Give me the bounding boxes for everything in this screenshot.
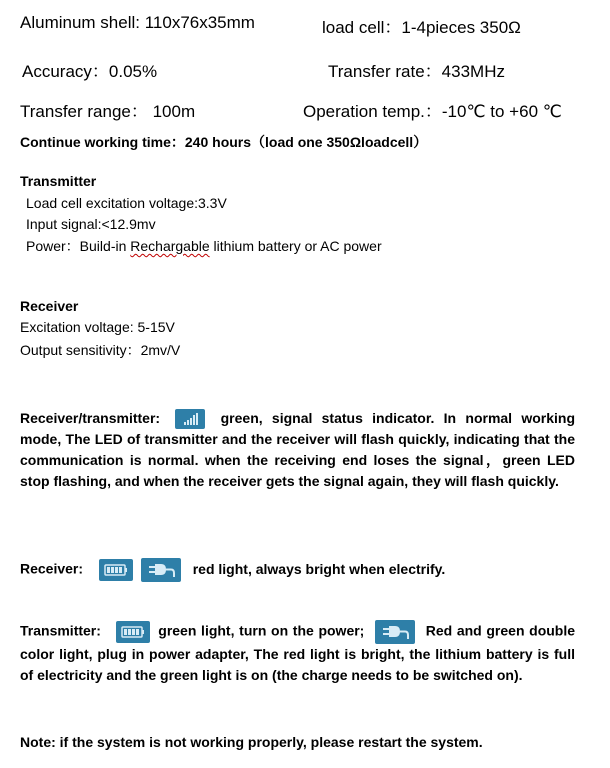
transmitter-text1: green light, turn on the power;	[158, 622, 365, 639]
transmitter-power	[26, 236, 382, 256]
rt-text: green, signal status indicator. In normal working mode, The LED of transmitter and the receiver will flash quickly, indicating that the communication is normal. when the receiving end loses the signal，green LED stop flashing, and when the receiver gets the signal again, they will flash quickly.	[20, 410, 576, 490]
spec-continue-time: Continue working time：240 hours（load one 350Ωloadcell）	[20, 134, 428, 150]
power-plug-icon	[375, 620, 415, 644]
power-plug-icon	[141, 558, 181, 582]
transmitter-title: Transmitter	[20, 173, 97, 189]
transmitter-input-signal: Input signal:<12.9mv	[26, 216, 156, 232]
spec-accuracy: Accuracy：0.05%	[22, 62, 158, 81]
power-suffix: lithium battery or AC power	[209, 238, 382, 254]
transmitter-label: Transmitter:	[20, 622, 101, 639]
note: Note: if the system is not working properly, please restart the system.	[20, 734, 483, 750]
spec-shell: Aluminum shell: 110x76x35mm	[20, 13, 255, 32]
receiver-text: red light, always bright when electrify.	[192, 560, 446, 577]
power-squiggle-word: Rechargable	[130, 238, 210, 254]
transmitter-excitation: Load cell excitation voltage:3.3V	[26, 195, 227, 211]
rt-label: Receiver/transmitter:	[20, 410, 161, 426]
transmitter-indicator-paragraph	[20, 620, 575, 686]
spec-operation-temp: Operation temp.：-10℃ to +60 ℃	[303, 102, 562, 121]
receiver-sensitivity: Output sensitivity：2mv/V	[20, 342, 181, 358]
spec-transfer-range: Transfer range： 100m	[20, 102, 196, 121]
spec-load-cell: load cell：1-4pieces 350Ω	[322, 18, 521, 37]
battery-icon	[99, 559, 133, 581]
spec-transfer-rate: Transfer rate：433MHz	[328, 62, 505, 81]
power-prefix: Power：Build-in	[26, 238, 131, 254]
receiver-label: Receiver:	[20, 560, 84, 577]
receiver-indicator-line	[20, 558, 445, 582]
receiver-excitation: Excitation voltage: 5-15V	[20, 319, 175, 335]
transmitter-text2: Red and green double color light, plug in power adapter, The red light is bright, the lithium battery is full of electricity and the green light is on (the charge needs to be switched on).	[20, 622, 576, 683]
battery-icon	[116, 621, 150, 643]
rt-indicator-paragraph	[20, 408, 575, 492]
signal-icon	[175, 409, 205, 429]
receiver-title: Receiver	[20, 298, 79, 314]
